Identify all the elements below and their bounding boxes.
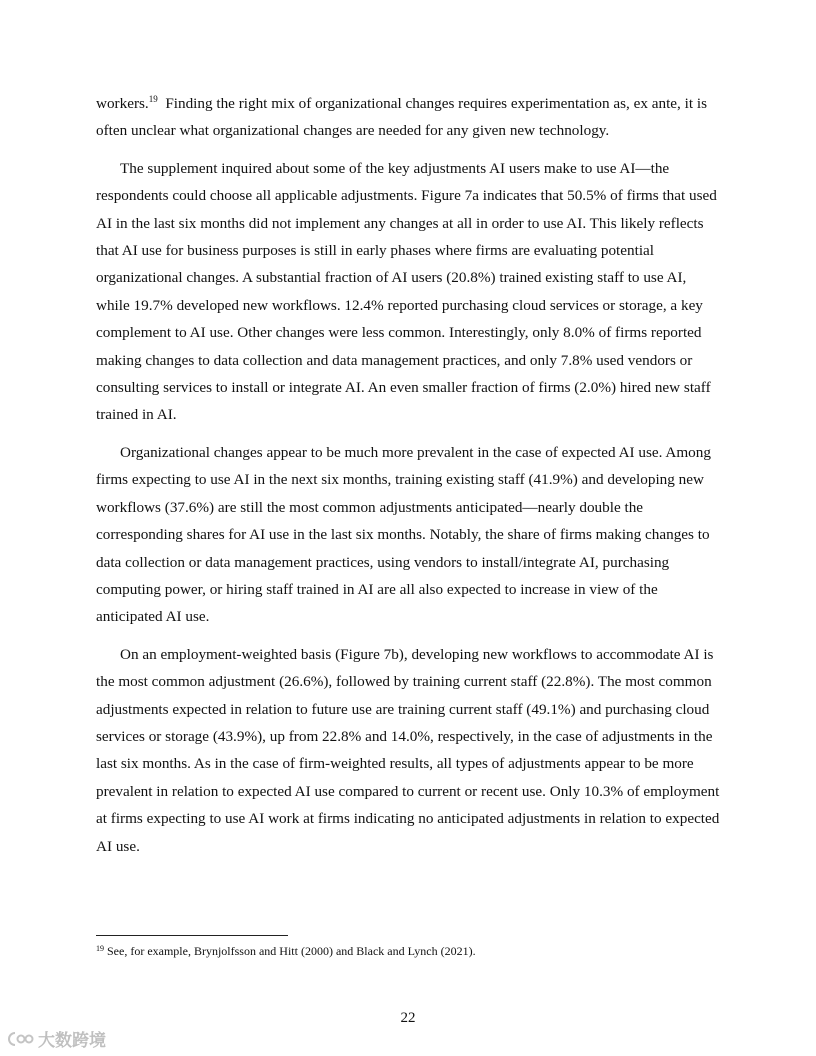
paragraph-1	[96, 90, 722, 145]
watermark	[6, 1026, 106, 1051]
page-number: 22	[400, 1010, 416, 1026]
paragraph-1-rest: Finding the right mix of organizational changes requires experimentation as, ex ante, it is often unclear what organizational changes are needed for any given new technology.	[96, 95, 711, 140]
paragraph-3: Organizational changes appear to be much more prevalent in the case of expected AI use. Among firms expecting to use AI in the next six months, training existing staff (41.9%) and developing new workflows (37.6%) are still the most common adjustments anticipated—nearly double the corresponding shares for AI use in the last six months. Notably, the share of firms making changes to data collection or data management practices, using vendors to install/integrate AI, purchasing computing power, or hiring staff trained in AI are all also expected to increase in view of the anticipated AI use.	[96, 443, 711, 626]
footnote-ref-19[interactable]: 19	[148, 94, 158, 104]
paragraph-4: On an employment-weighted basis (Figure 7b), developing new workflows to accommodate AI is the most common adjustment (26.6%), followed by training current staff (22.8%). The most common adjustments expected in relation to future use are training current staff (49.1%) and purchasing cloud services or storage (43.9%), up from 22.8% and 14.0%, respectively, in the case of adjustments in the last six months. As in the case of firm-weighted results, all types of adjustments appear to be more prevalent in relation to expected AI use compared to current or recent use. Only 10.3% of employment at firms expecting to use AI work at firms indicating no anticipated adjustments in relation to expected AI use.	[96, 645, 720, 855]
footnote-divider	[96, 935, 288, 936]
footnote-text: See, for example, Brynjolfsson and Hitt (2000) and Black and Lynch (2021).	[104, 944, 476, 958]
footnote-number: 19	[96, 944, 104, 953]
page-body	[96, 90, 722, 860]
paragraph-2: The supplement inquired about some of the key adjustments AI users make to use AI—the respondents could choose all applicable adjustments. Figure 7a indicates that 50.5% of firms that used AI in the last six months did not implement any changes at all in order to use AI. This likely reflects that AI use for business purposes is still in early phases where firms are evaluating potential organizational changes. A substantial fraction of AI users (20.8%) trained existing staff to use AI, while 19.7% developed new workflows. 12.4% reported purchasing cloud services or storage, a key complement to AI use. Other changes were less common. Interestingly, only 8.0% of firms reported making changes to data collection and data management practices, and only 7.8% used vendors or consulting services to install or integrate AI. An even smaller fraction of firms (2.0%) hired new staff trained in AI.	[96, 159, 717, 424]
footnote-19	[96, 943, 716, 959]
paragraph-1-start: workers.	[96, 95, 149, 112]
watermark-logo-icon	[6, 1030, 34, 1048]
watermark-text: 大数跨境	[38, 1031, 106, 1051]
